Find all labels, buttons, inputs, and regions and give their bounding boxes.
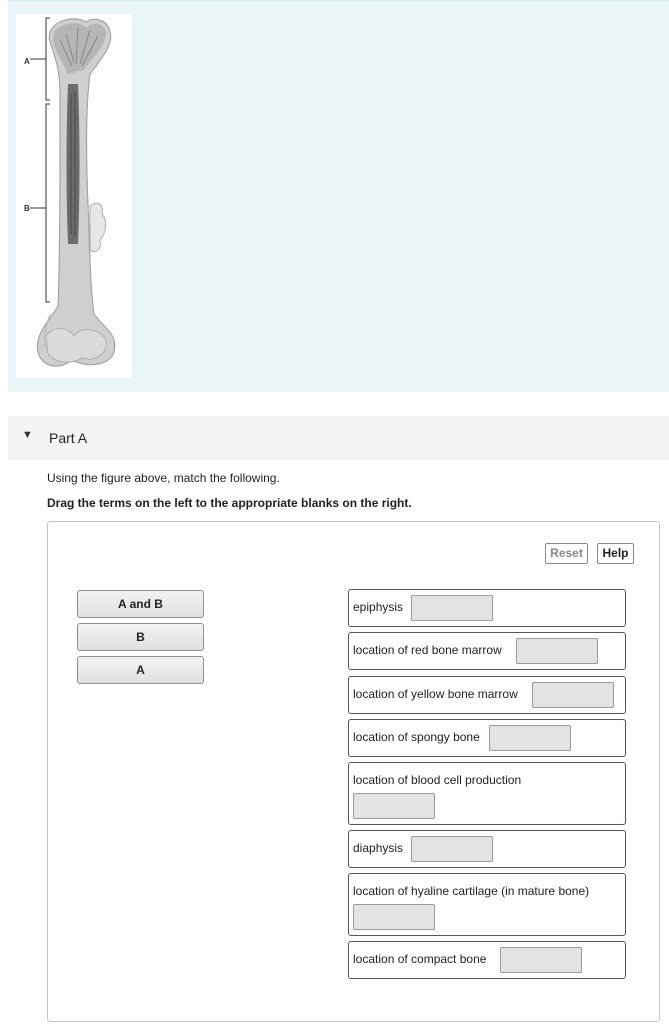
part-header[interactable] xyxy=(8,416,669,460)
target-label: diaphysis xyxy=(353,841,404,855)
figure-label-b: B xyxy=(24,204,30,213)
target-blood-cell-production xyxy=(348,762,626,825)
term-b[interactable]: B xyxy=(77,623,204,651)
target-yellow-marrow xyxy=(348,676,626,714)
target-label: location of spongy bone xyxy=(353,730,480,744)
term-a-and-b[interactable]: A and B xyxy=(77,590,204,618)
drag-instruction: Drag the terms on the left to the appropriate blanks on the right. xyxy=(47,496,412,510)
target-label: location of red bone marrow xyxy=(353,643,502,657)
help-button[interactable]: Help xyxy=(597,543,634,564)
drop-blank[interactable] xyxy=(532,682,614,708)
target-label: location of blood cell production xyxy=(353,773,522,787)
target-epiphysis xyxy=(348,589,626,627)
target-label: location of compact bone xyxy=(353,952,487,966)
instruction-text: Using the figure above, match the following. xyxy=(47,471,280,485)
drop-blank[interactable] xyxy=(411,595,493,621)
part-title: Part A xyxy=(49,430,88,446)
reset-button[interactable]: Reset xyxy=(545,543,588,564)
drop-blank[interactable] xyxy=(411,836,493,862)
target-hyaline-cartilage xyxy=(348,873,626,936)
target-red-marrow xyxy=(348,632,626,670)
drop-blank[interactable] xyxy=(516,638,598,664)
target-label: location of hyaline cartilage (in mature bone) xyxy=(353,884,590,898)
collapse-caret-icon[interactable]: ▼ xyxy=(22,429,33,441)
target-label: location of yellow bone marrow xyxy=(353,687,518,701)
long-bone-image xyxy=(16,14,132,378)
target-compact-bone xyxy=(348,941,626,979)
term-a[interactable]: A xyxy=(77,656,204,684)
target-diaphysis xyxy=(348,830,626,868)
figure-label-a: A xyxy=(24,57,30,66)
drop-blank[interactable] xyxy=(489,725,571,751)
drop-blank[interactable] xyxy=(353,904,435,930)
drop-blank[interactable] xyxy=(500,947,582,973)
target-label: epiphysis xyxy=(353,600,404,614)
target-spongy-bone xyxy=(348,719,626,757)
drop-blank[interactable] xyxy=(353,793,435,819)
